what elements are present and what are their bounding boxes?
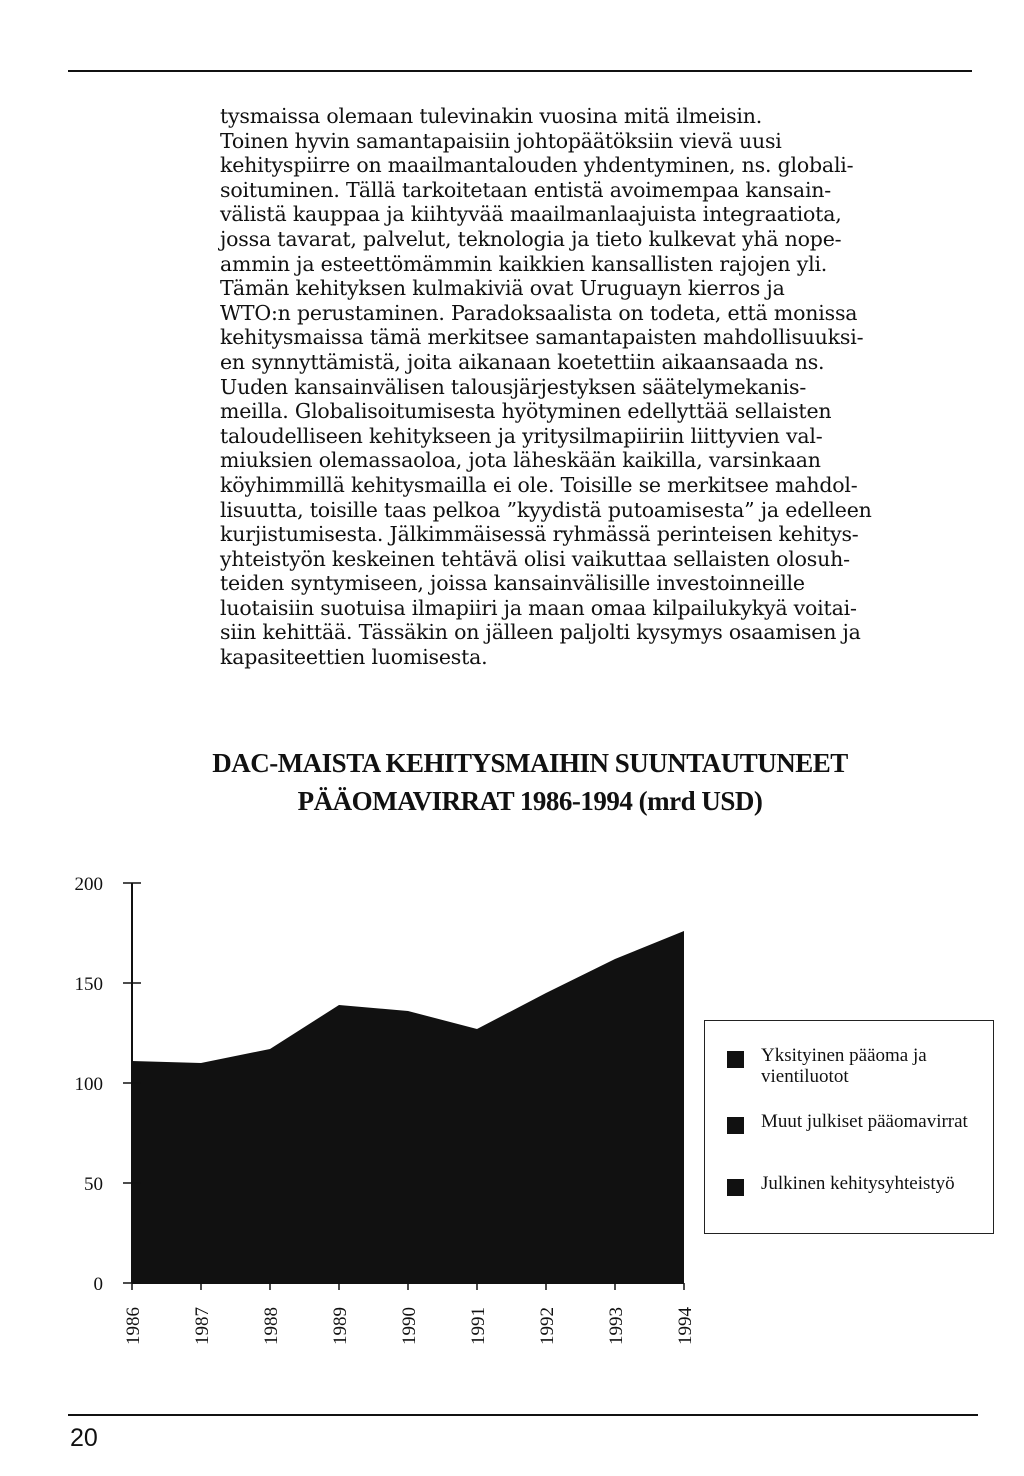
legend-label: Yksityinen pääoma ja vientiluotot: [761, 1045, 927, 1087]
text-line: ammin ja esteettömämmin kaikkien kansallisten rajojen yli.: [220, 251, 828, 276]
x-tick-label: 1991: [468, 1307, 489, 1345]
x-tick-label: 1989: [330, 1307, 351, 1345]
chart-title-line-2: PÄÄOMAVIRRAT 1986-1994 (mrd USD): [297, 786, 763, 816]
x-tick-label: 1990: [399, 1307, 420, 1345]
y-tick-label: 0: [93, 1274, 103, 1295]
legend-item: [727, 1111, 981, 1134]
text-line: siin kehittää. Tässäkin on jälleen paljolti kysymys osaamisen ja: [220, 620, 861, 645]
text-line: teiden syntymiseen, joissa kansainvälisille investoinneille: [220, 571, 805, 596]
y-tick-label: 100: [74, 1074, 103, 1095]
text-line: jossa tavarat, palvelut, teknologia ja tieto kulkevat yhä nope-: [220, 226, 842, 251]
text-line: köyhimmillä kehitysmailla ei ole. Toisille se merkitsee mahdol-: [220, 472, 858, 497]
y-tick-label: 200: [74, 874, 103, 895]
y-tick-label: 150: [74, 974, 103, 995]
text-line: kehityspiirre on maailmantalouden yhdentyminen, ns. globali-: [220, 153, 854, 178]
text-line: meilla. Globalisoitumisesta hyötyminen edellyttää sellaisten: [220, 399, 832, 424]
x-tick-label: 1994: [675, 1307, 696, 1345]
text-line: en synnyttämistä, joita aikanaan koetettiin aikaansaada ns.: [220, 349, 825, 374]
area-series: [132, 931, 684, 1283]
text-line: yhteistyön keskeinen tehtävä olisi vaikuttaa sellaisten olosuh-: [220, 546, 850, 571]
text-line: soituminen. Tällä tarkoitetaan entistä avoimempaa kansain-: [220, 177, 832, 202]
legend-swatch: [727, 1051, 744, 1068]
text-line: tysmaissa olemaan tulevinakin vuosina mitä ilmeisin.: [220, 104, 763, 128]
text-line: Uuden kansainvälisen talousjärjestyksen säätelymekanis-: [220, 374, 807, 399]
x-tick-label: 1987: [192, 1307, 213, 1345]
text-line: lisuutta, toisille taas pelkoa ”kyydistä putoamisesta” ja edelleen: [220, 497, 872, 522]
legend-item: [727, 1173, 981, 1196]
legend-item: [727, 1045, 981, 1087]
chart-title-line-1: DAC-MAISTA KEHITYSMAIHIN SUUNTAUTUNEET: [212, 748, 848, 778]
text-line: välistä kauppaa ja kiihtyvää maailmanlaajuista integraatiota,: [220, 202, 842, 227]
page-number: 20: [70, 1424, 98, 1452]
chart-legend: [704, 1020, 994, 1234]
text-line: Toinen hyvin samantapaisiin johtopäätöksiin vievä uusi: [220, 128, 782, 153]
x-tick-label: 1988: [261, 1307, 282, 1345]
x-axis-ticks: [123, 1283, 696, 1345]
text-line: kurjistumisesta. Jälkimmäisessä ryhmässä perinteisen kehitys-: [220, 522, 859, 547]
text-line: taloudelliseen kehitykseen ja yritysilmapiiriin liittyvien val-: [220, 423, 823, 448]
x-tick-label: 1986: [123, 1307, 144, 1345]
text-line: kehitysmaissa tämä merkitsee samantapaisten mahdollisuuksi-: [220, 325, 864, 350]
text-line: luotaisiin suotuisa ilmapiiri ja maan omaa kilpailukykyä voitai-: [220, 595, 857, 620]
area-series-group: [132, 931, 684, 1283]
legend-label: Julkinen kehitysyhteistyö: [761, 1173, 955, 1194]
text-line: WTO:n perustaminen. Paradoksaalista on todeta, että monissa: [220, 300, 858, 325]
legend-label: Muut julkiset pääomavirrat: [761, 1111, 968, 1132]
x-tick-label: 1992: [537, 1307, 558, 1345]
y-tick-label: 50: [84, 1174, 103, 1195]
text-line: kapasiteettien luomisesta.: [220, 645, 488, 670]
legend-swatch: [727, 1117, 744, 1134]
text-line: miuksien olemassaoloa, jota läheskään kaikilla, varsinkaan: [220, 448, 821, 473]
x-tick-label: 1993: [606, 1307, 627, 1345]
text-line: Tämän kehityksen kulmakiviä ovat Uruguayn kierros ja: [220, 276, 785, 301]
legend-swatch: [727, 1179, 744, 1196]
bottom-rule: [68, 1414, 978, 1416]
